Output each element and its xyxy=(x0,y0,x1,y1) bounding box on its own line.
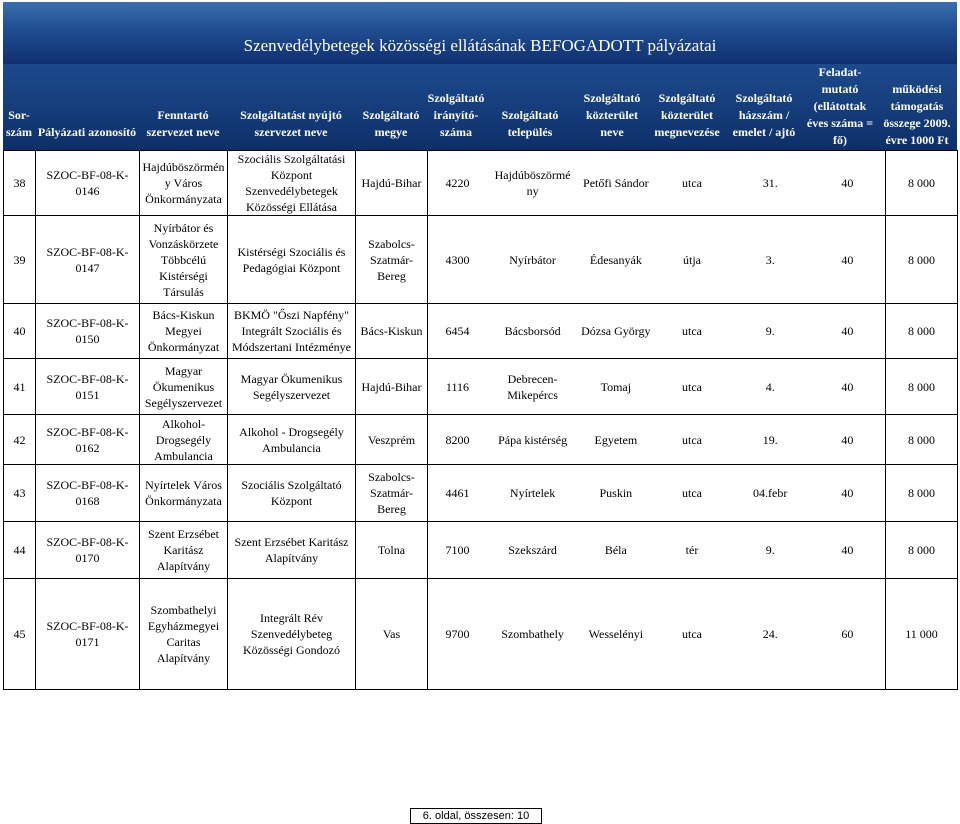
fenntarto-line: Drogsegély xyxy=(155,432,212,447)
fenntarto-line: Önkormányzata xyxy=(145,494,222,508)
header-text: támogatás xyxy=(890,99,944,113)
cell-sorszam: 38 xyxy=(4,151,36,216)
kozterulet-line: Béla xyxy=(604,543,627,557)
fenntarto-line: Segélyszervezet xyxy=(144,395,223,410)
cell-hazszam: 04.febr xyxy=(753,486,788,500)
header-text: Fenntartó xyxy=(157,108,209,122)
cell-tamogatas: 8 000 xyxy=(886,415,958,465)
cell-address xyxy=(428,304,886,359)
table-row xyxy=(4,522,958,579)
nyujto-line: Központ xyxy=(270,494,313,508)
cell-hazszam: 19. xyxy=(762,432,778,447)
header-nyujto xyxy=(227,107,355,141)
cell-sorszam: 42 xyxy=(4,415,36,465)
nyujto-line: Szenvedélybeteg xyxy=(250,627,333,641)
header-text: szám xyxy=(6,125,32,139)
header-megye xyxy=(355,107,427,141)
cell-fenntarto xyxy=(140,304,228,359)
telepules-line: Szombathely xyxy=(501,627,564,641)
fenntarto-line: Nyírtelek Város xyxy=(145,478,222,492)
header-text: Feladat- xyxy=(818,65,862,79)
cell-tamogatas: 8 000 xyxy=(886,359,958,415)
nyujto-line: Segélyszervezet xyxy=(252,387,331,402)
cell-nyujto xyxy=(228,415,356,465)
header-text: Szolgáltató xyxy=(362,108,420,122)
fenntarto-line: Alapítvány xyxy=(156,559,211,573)
cell-address xyxy=(428,151,886,216)
fenntarto-line: Nyírbátor és xyxy=(153,220,214,235)
fenntarto-line: Ökumenikus xyxy=(152,379,215,394)
header-text: település xyxy=(507,125,553,139)
cell-tamogatas: 8 000 xyxy=(886,522,958,579)
header-text: Szolgáltató xyxy=(735,91,793,105)
header-text: szervezet neve xyxy=(146,125,220,139)
cell-nyujto xyxy=(228,359,356,415)
header-feladatmutato xyxy=(803,64,877,149)
cell-megye xyxy=(356,151,428,216)
telepules-line: Szekszárd xyxy=(508,543,557,557)
nyujto-line: BKMÖ "Őszi Napfény" xyxy=(233,308,350,322)
header-text: közterület xyxy=(661,108,713,122)
page-title: Szenvedélybetegek közösségi ellátásának BEFOGADOTT pályázatai xyxy=(243,36,717,55)
cell-address xyxy=(428,415,886,465)
header-text: Pályázati azonosító xyxy=(37,125,137,139)
fenntarto-line: Bács-Kiskun xyxy=(152,308,215,322)
cell-kozterulet xyxy=(578,626,653,642)
kozterulet-line: Egyetem xyxy=(594,432,638,447)
page-title-bar xyxy=(3,2,957,64)
cell-sorszam: 44 xyxy=(4,522,36,579)
header-sorszam xyxy=(3,107,35,141)
header-text: megnevezése xyxy=(654,125,720,139)
fenntarto-line: Kistérségi xyxy=(159,268,208,283)
cell-kozterulet xyxy=(578,252,653,268)
cell-feladatmutato: 40 xyxy=(841,486,854,500)
cell-kozterulet xyxy=(578,167,653,199)
page-footer xyxy=(410,808,542,824)
cell-megye xyxy=(356,415,428,465)
cell-telepules xyxy=(487,432,578,448)
kozterulet-line: Tomaj xyxy=(600,379,632,394)
header-text: fő) xyxy=(833,133,847,147)
fenntarto-line: Caritas xyxy=(166,635,201,649)
fenntarto-line: y Város xyxy=(164,176,203,190)
telepules-line: Bácsborsód xyxy=(504,324,561,338)
cell-fenntarto xyxy=(140,465,228,522)
cell-azonosito: SZOC-BF-08-K-0146 xyxy=(36,151,140,216)
fenntarto-line: Önkormányzat xyxy=(147,340,220,354)
fenntarto-line: Vonzáskörzete xyxy=(148,236,219,251)
header-text: összege 2009. xyxy=(883,116,951,130)
cell-azonosito: SZOC-BF-08-K-0168 xyxy=(36,465,140,522)
header-text: házszám / xyxy=(738,108,790,122)
telepules-line: Debrecen- xyxy=(507,371,558,386)
header-text: működési xyxy=(892,82,942,96)
data-table xyxy=(3,150,958,690)
header-text: éves száma = xyxy=(806,116,874,130)
fenntarto-line: Alapítvány xyxy=(156,651,211,665)
megye-line: Szatmár- xyxy=(369,486,414,500)
cell-megnevezes: útja xyxy=(683,252,701,267)
cell-azonosito: SZOC-BF-08-K-0170 xyxy=(36,522,140,579)
cell-iranyitoszam: 6454 xyxy=(445,324,470,338)
megye-line: Szabolcs- xyxy=(368,236,415,251)
cell-feladatmutato: 60 xyxy=(841,627,854,641)
cell-iranyitoszam: 7100 xyxy=(445,543,470,557)
header-text: mutató xyxy=(821,82,859,96)
cell-hazszam: 31. xyxy=(762,176,778,190)
header-text: (ellátottak xyxy=(813,99,867,113)
fenntarto-line: Társulás xyxy=(163,284,204,299)
cell-tamogatas: 8 000 xyxy=(886,304,958,359)
cell-megnevezes: utca xyxy=(682,379,702,394)
header-text: irányító- xyxy=(433,108,479,122)
cell-telepules xyxy=(487,167,578,199)
cell-telepules xyxy=(487,323,578,339)
telepules-line: Nyírtelek xyxy=(509,486,556,500)
nyujto-line: Alapítvány xyxy=(264,551,319,565)
cell-megye xyxy=(356,465,428,522)
table-row xyxy=(4,415,958,465)
table-header xyxy=(3,64,957,150)
cell-fenntarto xyxy=(140,579,228,690)
header-text: Sor- xyxy=(8,108,30,122)
fenntarto-line: Karitász xyxy=(163,543,204,557)
table-row xyxy=(4,359,958,415)
fenntarto-line: Önkormányzata xyxy=(145,192,222,206)
cell-megnevezes: tér xyxy=(685,543,699,557)
cell-telepules xyxy=(487,626,578,642)
table-row xyxy=(4,216,958,304)
cell-megye xyxy=(356,522,428,579)
cell-fenntarto xyxy=(140,216,228,304)
telepules-line: Nyírbátor xyxy=(509,252,556,267)
cell-iranyitoszam: 8200 xyxy=(445,432,470,447)
header-iranyitoszam xyxy=(427,90,485,141)
megye-line: Szabolcs- xyxy=(368,470,415,484)
telepules-line: Mikepércs xyxy=(507,387,558,402)
cell-megnevezes: utca xyxy=(682,432,702,447)
cell-sorszam: 41 xyxy=(4,359,36,415)
cell-kozterulet xyxy=(578,542,653,558)
megye-line: Vas xyxy=(382,627,401,641)
nyujto-line: Alkohol - Drogsegély xyxy=(239,424,344,439)
cell-kozterulet xyxy=(578,371,653,403)
header-azonosito xyxy=(35,124,139,141)
header-hazszam xyxy=(725,90,803,141)
cell-megye xyxy=(356,359,428,415)
fenntarto-line: Megyei xyxy=(165,324,202,338)
nyujto-line: Központ xyxy=(270,168,313,182)
cell-megye xyxy=(356,216,428,304)
cell-feladatmutato: 40 xyxy=(841,432,854,447)
address-group xyxy=(428,371,885,403)
cell-feladatmutato: 40 xyxy=(841,252,854,267)
nyujto-line: Szociális Szolgáltató xyxy=(241,478,342,492)
address-group xyxy=(428,542,885,558)
cell-address xyxy=(428,579,886,690)
cell-hazszam: 9. xyxy=(765,543,775,557)
megye-line: Bereg xyxy=(377,502,406,516)
address-group xyxy=(428,626,885,642)
cell-tamogatas: 8 000 xyxy=(886,216,958,304)
megye-line: Hajdú-Bihar xyxy=(361,176,422,190)
cell-iranyitoszam: 1116 xyxy=(445,379,469,394)
table-row xyxy=(4,465,958,522)
fenntarto-line: Alkohol- xyxy=(161,416,206,431)
nyujto-line: Kistérségi Szociális és xyxy=(237,244,346,259)
header-text: szervezet neve xyxy=(254,125,328,139)
kozterulet-line: Dózsa György xyxy=(581,324,651,338)
nyujto-line: Közösségi Ellátása xyxy=(246,200,337,214)
header-megnevezes xyxy=(649,90,725,141)
cell-tamogatas: 8 000 xyxy=(886,465,958,522)
cell-nyujto xyxy=(228,579,356,690)
cell-megnevezes: utca xyxy=(682,324,702,338)
nyujto-line: Pedagógiai Központ xyxy=(242,260,341,275)
telepules-line: ny xyxy=(526,184,539,198)
cell-sorszam: 43 xyxy=(4,465,36,522)
cell-fenntarto xyxy=(140,151,228,216)
megye-line: Szatmár- xyxy=(369,252,414,267)
header-telepules xyxy=(485,107,575,141)
address-group xyxy=(428,485,885,501)
header-text: neve xyxy=(600,125,624,139)
cell-hazszam: 9. xyxy=(765,324,775,338)
table-row xyxy=(4,579,958,690)
kozterulet-line: Petőfi Sándor xyxy=(583,176,649,190)
address-group xyxy=(428,432,885,448)
cell-azonosito: SZOC-BF-08-K-0171 xyxy=(36,579,140,690)
fenntarto-line: Szent Erzsébet xyxy=(148,527,219,541)
cell-azonosito: SZOC-BF-08-K-0147 xyxy=(36,216,140,304)
cell-azonosito: SZOC-BF-08-K-0162 xyxy=(36,415,140,465)
nyujto-line: Integrált Szociális és xyxy=(241,324,342,338)
megye-line: Bereg xyxy=(377,268,406,283)
cell-tamogatas: 11 000 xyxy=(886,579,958,690)
cell-telepules xyxy=(487,252,578,268)
cell-nyujto xyxy=(228,522,356,579)
cell-kozterulet xyxy=(578,485,653,501)
address-group xyxy=(428,252,885,268)
cell-address xyxy=(428,216,886,304)
cell-sorszam: 39 xyxy=(4,216,36,304)
header-fenntarto xyxy=(139,107,227,141)
cell-sorszam: 40 xyxy=(4,304,36,359)
cell-nyujto xyxy=(228,465,356,522)
cell-address xyxy=(428,359,886,415)
cell-telepules xyxy=(487,485,578,501)
cell-hazszam: 24. xyxy=(762,627,778,641)
nyujto-line: Szociális Szolgáltatási xyxy=(237,152,346,166)
table-row xyxy=(4,304,958,359)
kozterulet-line: Puskin xyxy=(599,486,633,500)
cell-megye xyxy=(356,304,428,359)
cell-kozterulet xyxy=(578,323,653,339)
cell-iranyitoszam: 4300 xyxy=(445,252,470,267)
header-text: közterület xyxy=(586,108,638,122)
megye-line: Bács-Kiskun xyxy=(360,324,423,338)
cell-megnevezes: utca xyxy=(682,176,702,190)
cell-feladatmutato: 40 xyxy=(841,543,854,557)
nyujto-line: Közösségi Gondozó xyxy=(243,643,340,657)
megye-line: Hajdú-Bihar xyxy=(361,379,422,394)
cell-kozterulet xyxy=(578,432,653,448)
cell-nyujto xyxy=(228,151,356,216)
nyujto-line: Magyar Ökumenikus xyxy=(240,371,343,386)
fenntarto-line: Hajdúböszörmén xyxy=(142,160,225,174)
cell-telepules xyxy=(487,542,578,558)
fenntarto-line: Többcélú xyxy=(160,252,207,267)
fenntarto-line: Ambulancia xyxy=(154,448,213,463)
header-text: Szolgáltató xyxy=(501,108,559,122)
header-text: Szolgáltató xyxy=(583,91,641,105)
fenntarto-line: Magyar xyxy=(164,363,203,378)
cell-megnevezes: utca xyxy=(682,627,702,641)
nyujto-line: Szenvedélybetegek xyxy=(245,184,338,198)
cell-tamogatas: 8 000 xyxy=(886,151,958,216)
address-group xyxy=(428,167,885,199)
header-text: Szolgáltató xyxy=(658,91,716,105)
header-text: évre 1000 Ft xyxy=(885,133,949,147)
header-text: emelet / ajtó xyxy=(732,125,796,139)
cell-address xyxy=(428,465,886,522)
cell-hazszam: 4. xyxy=(765,379,775,394)
cell-fenntarto xyxy=(140,522,228,579)
cell-iranyitoszam: 9700 xyxy=(445,627,470,641)
cell-megye xyxy=(356,579,428,690)
fenntarto-line: Egyházmegyei xyxy=(147,619,220,633)
cell-nyujto xyxy=(228,216,356,304)
nyujto-line: Integrált Rév xyxy=(260,611,323,625)
cell-iranyitoszam: 4461 xyxy=(445,486,470,500)
header-text: száma xyxy=(440,125,472,139)
nyujto-line: Módszertani Intézménye xyxy=(232,340,351,354)
header-kozterulet xyxy=(575,90,649,141)
kozterulet-line: Édesanyák xyxy=(589,252,642,267)
cell-hazszam: 3. xyxy=(765,252,775,267)
megye-line: Veszprém xyxy=(367,432,416,447)
megye-line: Tolna xyxy=(377,543,406,557)
cell-address xyxy=(428,522,886,579)
cell-fenntarto xyxy=(140,415,228,465)
page-counter: 6. oldal, összesen: 10 xyxy=(422,810,530,822)
header-text: Szolgáltató xyxy=(427,91,485,105)
cell-feladatmutato: 40 xyxy=(841,379,854,394)
kozterulet-line: Wesselényi xyxy=(588,627,644,641)
cell-feladatmutato: 40 xyxy=(841,176,854,190)
cell-azonosito: SZOC-BF-08-K-0151 xyxy=(36,359,140,415)
cell-megnevezes: utca xyxy=(682,486,702,500)
cell-nyujto xyxy=(228,304,356,359)
fenntarto-line: Szombathelyi xyxy=(150,603,217,617)
address-group xyxy=(428,323,885,339)
nyujto-line: Ambulancia xyxy=(262,440,321,455)
cell-azonosito: SZOC-BF-08-K-0150 xyxy=(36,304,140,359)
cell-fenntarto xyxy=(140,359,228,415)
cell-iranyitoszam: 4220 xyxy=(445,176,470,190)
cell-feladatmutato: 40 xyxy=(841,324,854,338)
header-text: Szolgáltatást nyújtó xyxy=(240,108,342,122)
nyujto-line: Szent Erzsébet Karitász xyxy=(234,535,349,549)
telepules-line: Hajdúböszörmé xyxy=(494,168,571,182)
table-row xyxy=(4,151,958,216)
header-tamogatas xyxy=(877,81,957,149)
telepules-line: Pápa kistérség xyxy=(498,432,568,447)
cell-sorszam: 45 xyxy=(4,579,36,690)
cell-telepules xyxy=(487,371,578,403)
header-text: megye xyxy=(374,125,408,139)
